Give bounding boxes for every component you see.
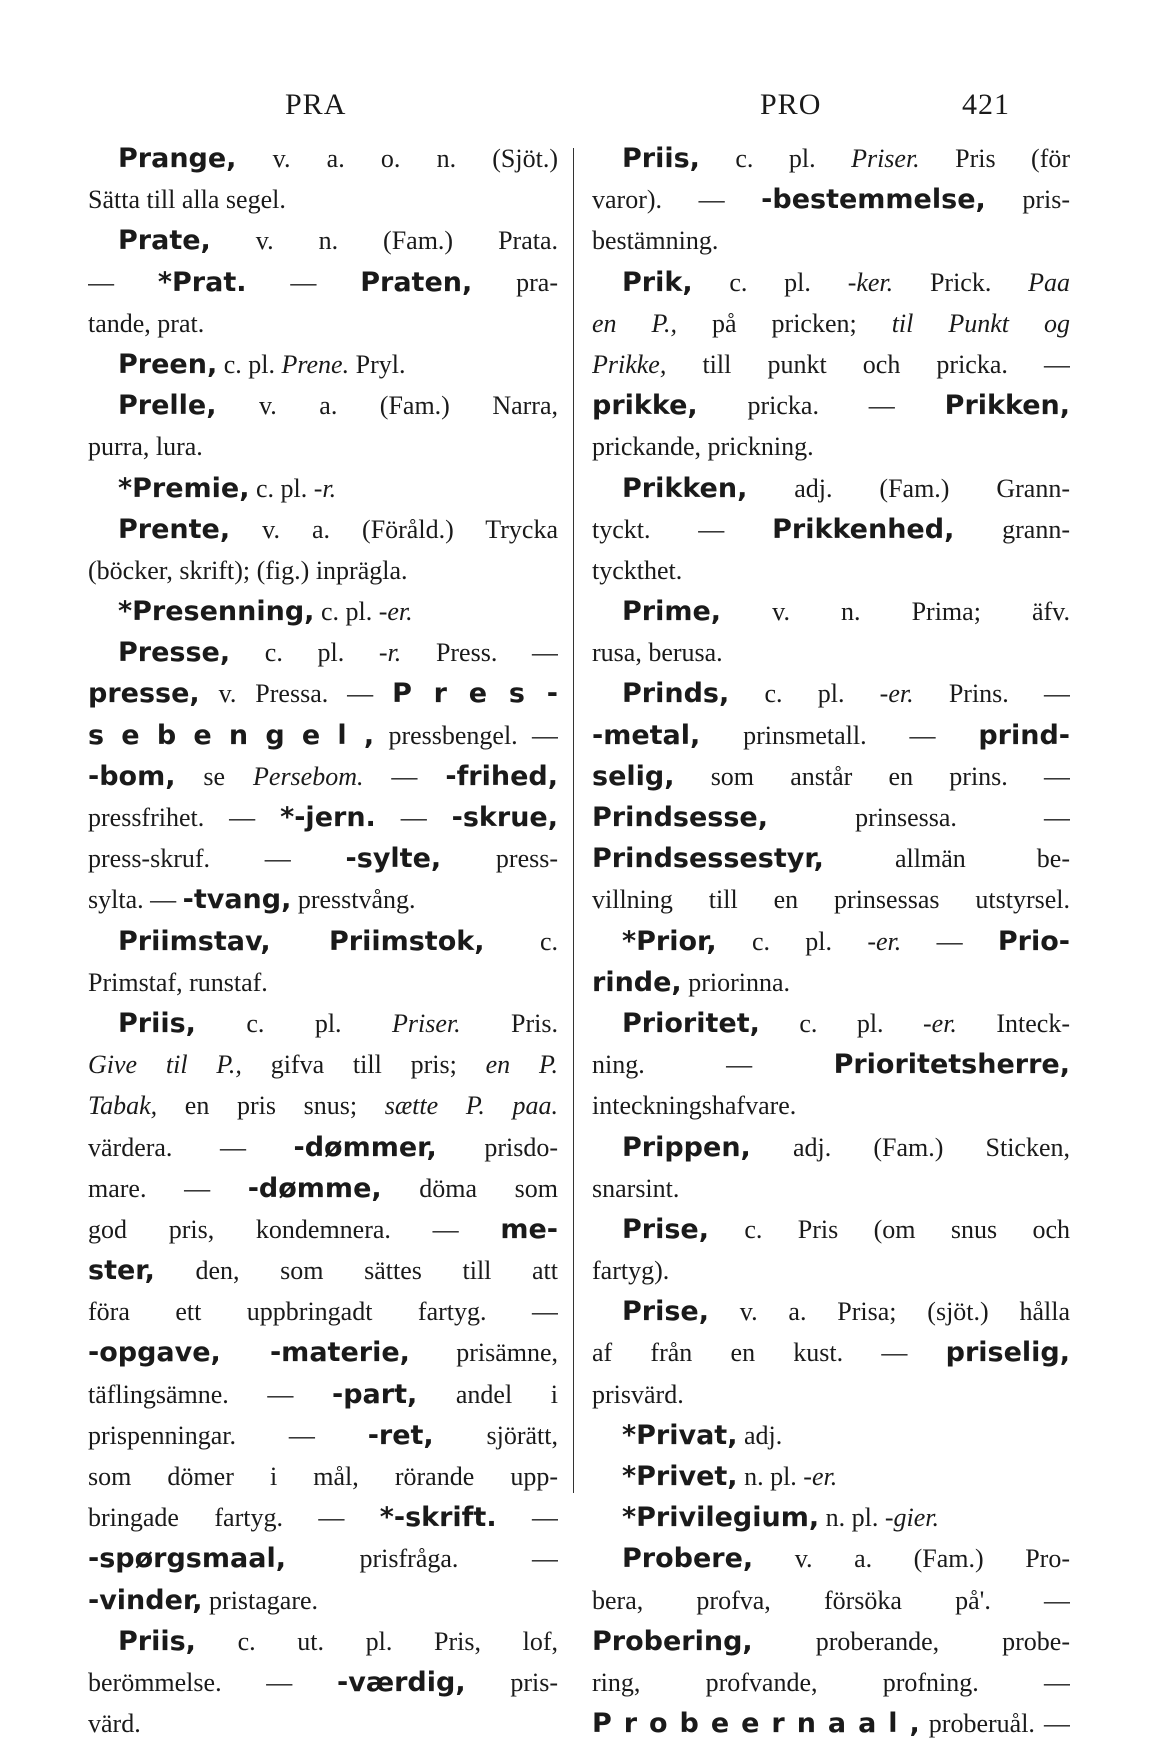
entry-line: rinde, priorinna. <box>592 966 791 998</box>
entry-line: tyckthet. <box>592 555 683 585</box>
entry-line: *Prior, c. pl. -er. — Prio- <box>622 925 1070 957</box>
entry-line: prispenningar. — -ret, sjörätt, <box>88 1419 558 1451</box>
entry-line: -metal, prinsmetall. — prind- <box>592 719 1070 751</box>
entry-line: Preen, c. pl. Prene. Pryl. <box>118 348 406 380</box>
entry-line: Prinds, c. pl. -er. Prins. — <box>622 678 1070 710</box>
entry-line: P r o b e e r n a a l , proberuål. — <box>592 1708 1070 1740</box>
entry-line: tande, prat. <box>88 308 205 338</box>
entry-line: Prise, v. a. Prisa; (sjöt.) hålla <box>622 1296 1070 1328</box>
entry-line: Probering, proberande, probe- <box>592 1625 1070 1657</box>
entry-line: ster, den, som sättes till att <box>88 1255 558 1287</box>
entry-line: prikke, pricka. — Prikken, <box>592 390 1070 422</box>
entry-line: Priimstav, Priimstok, c. <box>118 925 558 957</box>
entry-line: värdera. — -dømmer, prisdo- <box>88 1131 558 1163</box>
entry-line: Give til P., gifva till pris; en P. <box>88 1050 558 1080</box>
entry-line: Priis, c. ut. pl. Pris, lof, <box>118 1625 558 1657</box>
entry-line: täflingsämne. — -part, andel i <box>88 1378 558 1410</box>
entry-line: mare. — -dømme, döma som <box>88 1172 558 1204</box>
entry-line: s e b e n g e l , pressbengel. — <box>88 719 558 751</box>
entry-line: -spørgsmaal, prisfråga. — <box>88 1543 558 1575</box>
entry-line: god pris, kondemnera. — me- <box>88 1213 558 1245</box>
right-column <box>592 138 1070 1744</box>
entry-line: prisvärd. <box>592 1379 684 1409</box>
entry-line: *Privet, n. pl. -er. <box>622 1461 838 1492</box>
entry-line: Prime, v. n. Prima; äfv. <box>622 596 1070 628</box>
page-number: 421 <box>962 88 1010 121</box>
entry-line: Prindsessestyr, allmän be- <box>592 843 1070 875</box>
entry-line: Prippen, adj. (Fam.) Sticken, <box>622 1131 1070 1163</box>
entry-line: föra ett uppbringadt fartyg. — <box>88 1297 558 1327</box>
entry-line: Sätta till alla segel. <box>88 185 286 215</box>
entry-line: prickande, prickning. <box>592 432 814 462</box>
running-head-left: PRA <box>285 88 347 121</box>
entry-line: Priis, c. pl. Priser. Pris. <box>118 1007 558 1039</box>
entry-line: *Privat, adj. <box>622 1419 783 1451</box>
entry-line: -opgave, -materie, prisämne, <box>88 1337 558 1369</box>
entry-line: inteckningshafvare. <box>592 1091 797 1121</box>
entry-line: Tabak, en pris snus; sætte P. paa. <box>88 1091 558 1121</box>
entry-line: tyckt. — Prikkenhed, grann- <box>592 513 1070 545</box>
entry-line: Prioritet, c. pl. -er. Inteck- <box>622 1007 1070 1039</box>
left-column <box>88 138 558 1744</box>
entry-line: Prikken, adj. (Fam.) Grann- <box>622 472 1070 504</box>
entry-line: (böcker, skrift); (fig.) inprägla. <box>88 555 408 585</box>
entry-line: rusa, berusa. <box>592 638 723 668</box>
entry-line: värd. <box>88 1709 141 1739</box>
entry-line: Prelle, v. a. (Fam.) Narra, <box>118 390 558 422</box>
entry-line: selig, som anstår en prins. — <box>592 760 1070 792</box>
entry-line: ning. — Prioritetsherre, <box>592 1049 1070 1081</box>
entry-line: Prange, v. a. o. n. (Sjöt.) <box>118 143 558 174</box>
entry-line: snarsint. <box>592 1173 680 1203</box>
entry-line: Prik, c. pl. -ker. Prick. Paa <box>622 266 1070 298</box>
entry-line: -vinder, pristagare. <box>88 1584 319 1616</box>
entry-line: presse, v. Pressa. — P r e s - <box>88 678 558 710</box>
running-head-center: PRO <box>760 88 822 121</box>
entry-line: purra, lura. <box>88 432 203 462</box>
entry-line: *Privilegium, n. pl. -gier. <box>622 1502 940 1534</box>
column-divider <box>573 148 574 1493</box>
entry-line: Prikke, till punkt och pricka. — <box>592 349 1070 379</box>
entry-line: Presse, c. pl. -r. Press. — <box>118 637 558 669</box>
entry-line: -bom, se Persebom. — -frihed, <box>88 760 558 792</box>
entry-line: villning till en prinsessas utstyrsel. <box>592 885 1070 915</box>
entry-line: *Premie, c. pl. -r. <box>118 472 337 504</box>
entry-line: pressfrihet. — *-jern. — -skrue, <box>88 802 558 833</box>
entry-line: *Presenning, c. pl. -er. <box>118 596 413 628</box>
entry-line: Probere, v. a. (Fam.) Pro- <box>622 1543 1070 1575</box>
entry-line: Prente, v. a. (Föråld.) Trycka <box>118 513 558 545</box>
entry-line: som dömer i mål, rörande upp- <box>88 1462 558 1491</box>
entry-line: Prise, c. Pris (om snus och <box>622 1213 1070 1245</box>
entry-line: press-skruf. — -sylte, press- <box>88 843 558 875</box>
entry-line: bera, profva, försöka på'. — <box>592 1585 1070 1615</box>
entry-line: Primstaf, runstaf. <box>88 967 268 997</box>
entry-line: bringade fartyg. — *-skrift. — <box>88 1502 558 1534</box>
entry-line: Prindsesse, prinsessa. — <box>592 802 1070 833</box>
entry-line: bestämning. <box>592 226 719 256</box>
entry-line: sylta. — -tvang, presstvång. <box>88 884 416 916</box>
entry-line: ring, profvande, profning. — <box>592 1667 1070 1697</box>
entry-line: af från en kust. — priselig, <box>592 1337 1070 1369</box>
entry-line: fartyg). <box>592 1256 670 1286</box>
entry-line: varor). — -bestemmelse, pris- <box>592 184 1070 216</box>
entry-line: en P., på pricken; til Punkt og <box>592 308 1070 338</box>
entry-line: Priis, c. pl. Priser. Pris (för <box>622 143 1070 174</box>
entry-line: berömmelse. — -værdig, pris- <box>88 1666 558 1698</box>
entry-line: — *Prat. — Praten, pra- <box>88 266 558 298</box>
entry-line: Prate, v. n. (Fam.) Prata. <box>118 225 558 257</box>
